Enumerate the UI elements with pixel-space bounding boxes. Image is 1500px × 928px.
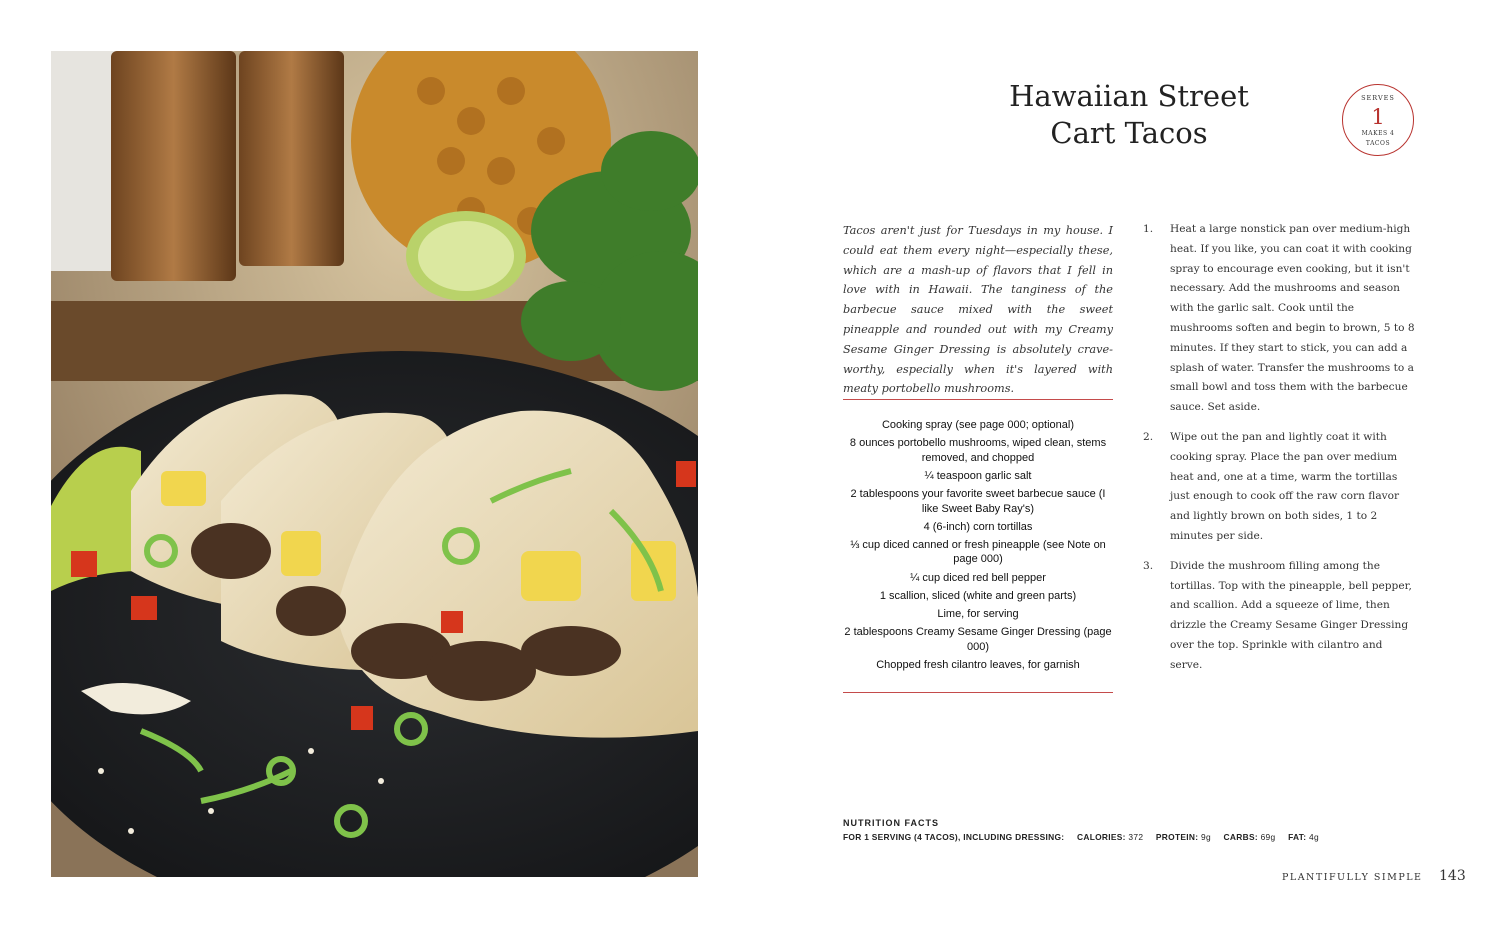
serves-number: 1: [1371, 105, 1385, 129]
page-number: 143: [1439, 868, 1466, 884]
ingredient-item: Cooking spray (see page 000; optional): [881, 419, 1074, 431]
method-step: [1143, 220, 1416, 418]
carbs-value: 69g: [1260, 832, 1276, 842]
nutrition-row: [843, 832, 1319, 842]
protein-value: 9g: [1200, 832, 1211, 842]
method-step: [1143, 557, 1416, 676]
makes-label: [1343, 129, 1413, 149]
recipe-photo: [51, 51, 698, 877]
step-text: Heat a large nonstick pan over medium-high heat. If you like, you can coat it with cooking spray to encourage even cooking, but it isn't necessary. Add the mushrooms and season with the garlic salt. Cook until the mushrooms soften and begin to brown, 5 to 8 minutes. If they start to stick, you can add a splash of water. Transfer the mushrooms to a small bowl and toss them with the barbecue sauce. Set aside.: [1170, 223, 1415, 414]
ingredient-item: 8 ounces portobello mushrooms, wiped clean, stems removed, and chopped: [849, 437, 1107, 464]
ingredient-list: [843, 418, 1113, 676]
makes-unit: TACOS: [1365, 140, 1391, 147]
ingredient-item: ¼ teaspoon garlic salt: [924, 469, 1032, 482]
fat-label: FAT:: [1288, 832, 1307, 842]
ingredient-item: 2 tablespoons Creamy Sesame Ginger Dressing (page 000): [844, 626, 1112, 653]
step-number: 2.: [1143, 430, 1154, 443]
recipe-title: [980, 78, 1278, 152]
ingredient-item: 4 (6-inch) corn tortillas: [923, 520, 1033, 533]
ingredient-item: ¼ cup diced red bell pepper: [910, 571, 1046, 584]
step-text: Divide the mushroom filling among the tortillas. Top with the pineapple, bell pepper, and scallion. Add a squeeze of lime, then drizzle the Creamy Sesame Ginger Dressing over the top. Sprinkle with cilantro and serve.: [1170, 559, 1412, 671]
ingredients-bottom-rule: [843, 692, 1113, 693]
serves-label: SERVES: [1361, 94, 1395, 102]
ingredient-item: 2 tablespoons your favorite sweet barbecue sauce (I like Sweet Baby Ray's): [850, 488, 1106, 515]
recipe-title-line2: Cart Tacos: [1050, 116, 1208, 150]
method-steps: [1143, 220, 1416, 686]
step-number: 3.: [1143, 559, 1154, 572]
step-number: 1.: [1143, 223, 1154, 235]
makes-count: MAKES 4: [1361, 130, 1395, 137]
step-text: Wipe out the pan and lightly coat it with cooking spray. Place the pan over medium heat and, one at a time, warm the tortillas just enough to cook off the raw corn flavor and lightly brown on both sides, 1 to 2 minutes per side.: [1170, 430, 1400, 542]
nutrition-facts: [843, 818, 1319, 842]
nutrition-serving: FOR 1 SERVING (4 TACOS), INCLUDING DRESSING:: [843, 832, 1065, 842]
method-step: [1143, 428, 1416, 547]
ingredient-item: Lime, for serving: [937, 608, 1019, 620]
ingredient-item: 1 scallion, sliced (white and green parts): [879, 589, 1077, 602]
carbs-label: CARBS:: [1223, 832, 1258, 842]
serves-badge: [1342, 84, 1414, 156]
tacos-photo-illustration: [51, 51, 698, 877]
book-title-footer: PLANTIFULLY SIMPLE: [1282, 872, 1423, 883]
calories-label: CALORIES:: [1077, 832, 1126, 842]
recipe-title-line1: Hawaiian Street: [1009, 79, 1249, 113]
fat-value: 4g: [1308, 832, 1319, 842]
recipe-intro: Tacos aren't just for Tuesdays in my house. I could eat them every night—especially these, which are a mash-up of flavors that I fell in love with in Hawaii. The tanginess of the barbecue sauce mixed with the sweet pineapple and rounded out with my Creamy Sesame Ginger Dressing is absolutely crave-worthy, especially when it's layered with meaty portobello mushrooms.: [843, 224, 1113, 396]
ingredients-top-rule: [843, 399, 1113, 400]
ingredient-item: Chopped fresh cilantro leaves, for garnish: [876, 658, 1080, 671]
calories-value: 372: [1128, 832, 1144, 842]
protein-label: PROTEIN:: [1155, 832, 1199, 842]
ingredient-item: ⅓ cup diced canned or fresh pineapple (see Note on page 000): [850, 538, 1106, 566]
nutrition-heading: NUTRITION FACTS: [843, 818, 939, 828]
